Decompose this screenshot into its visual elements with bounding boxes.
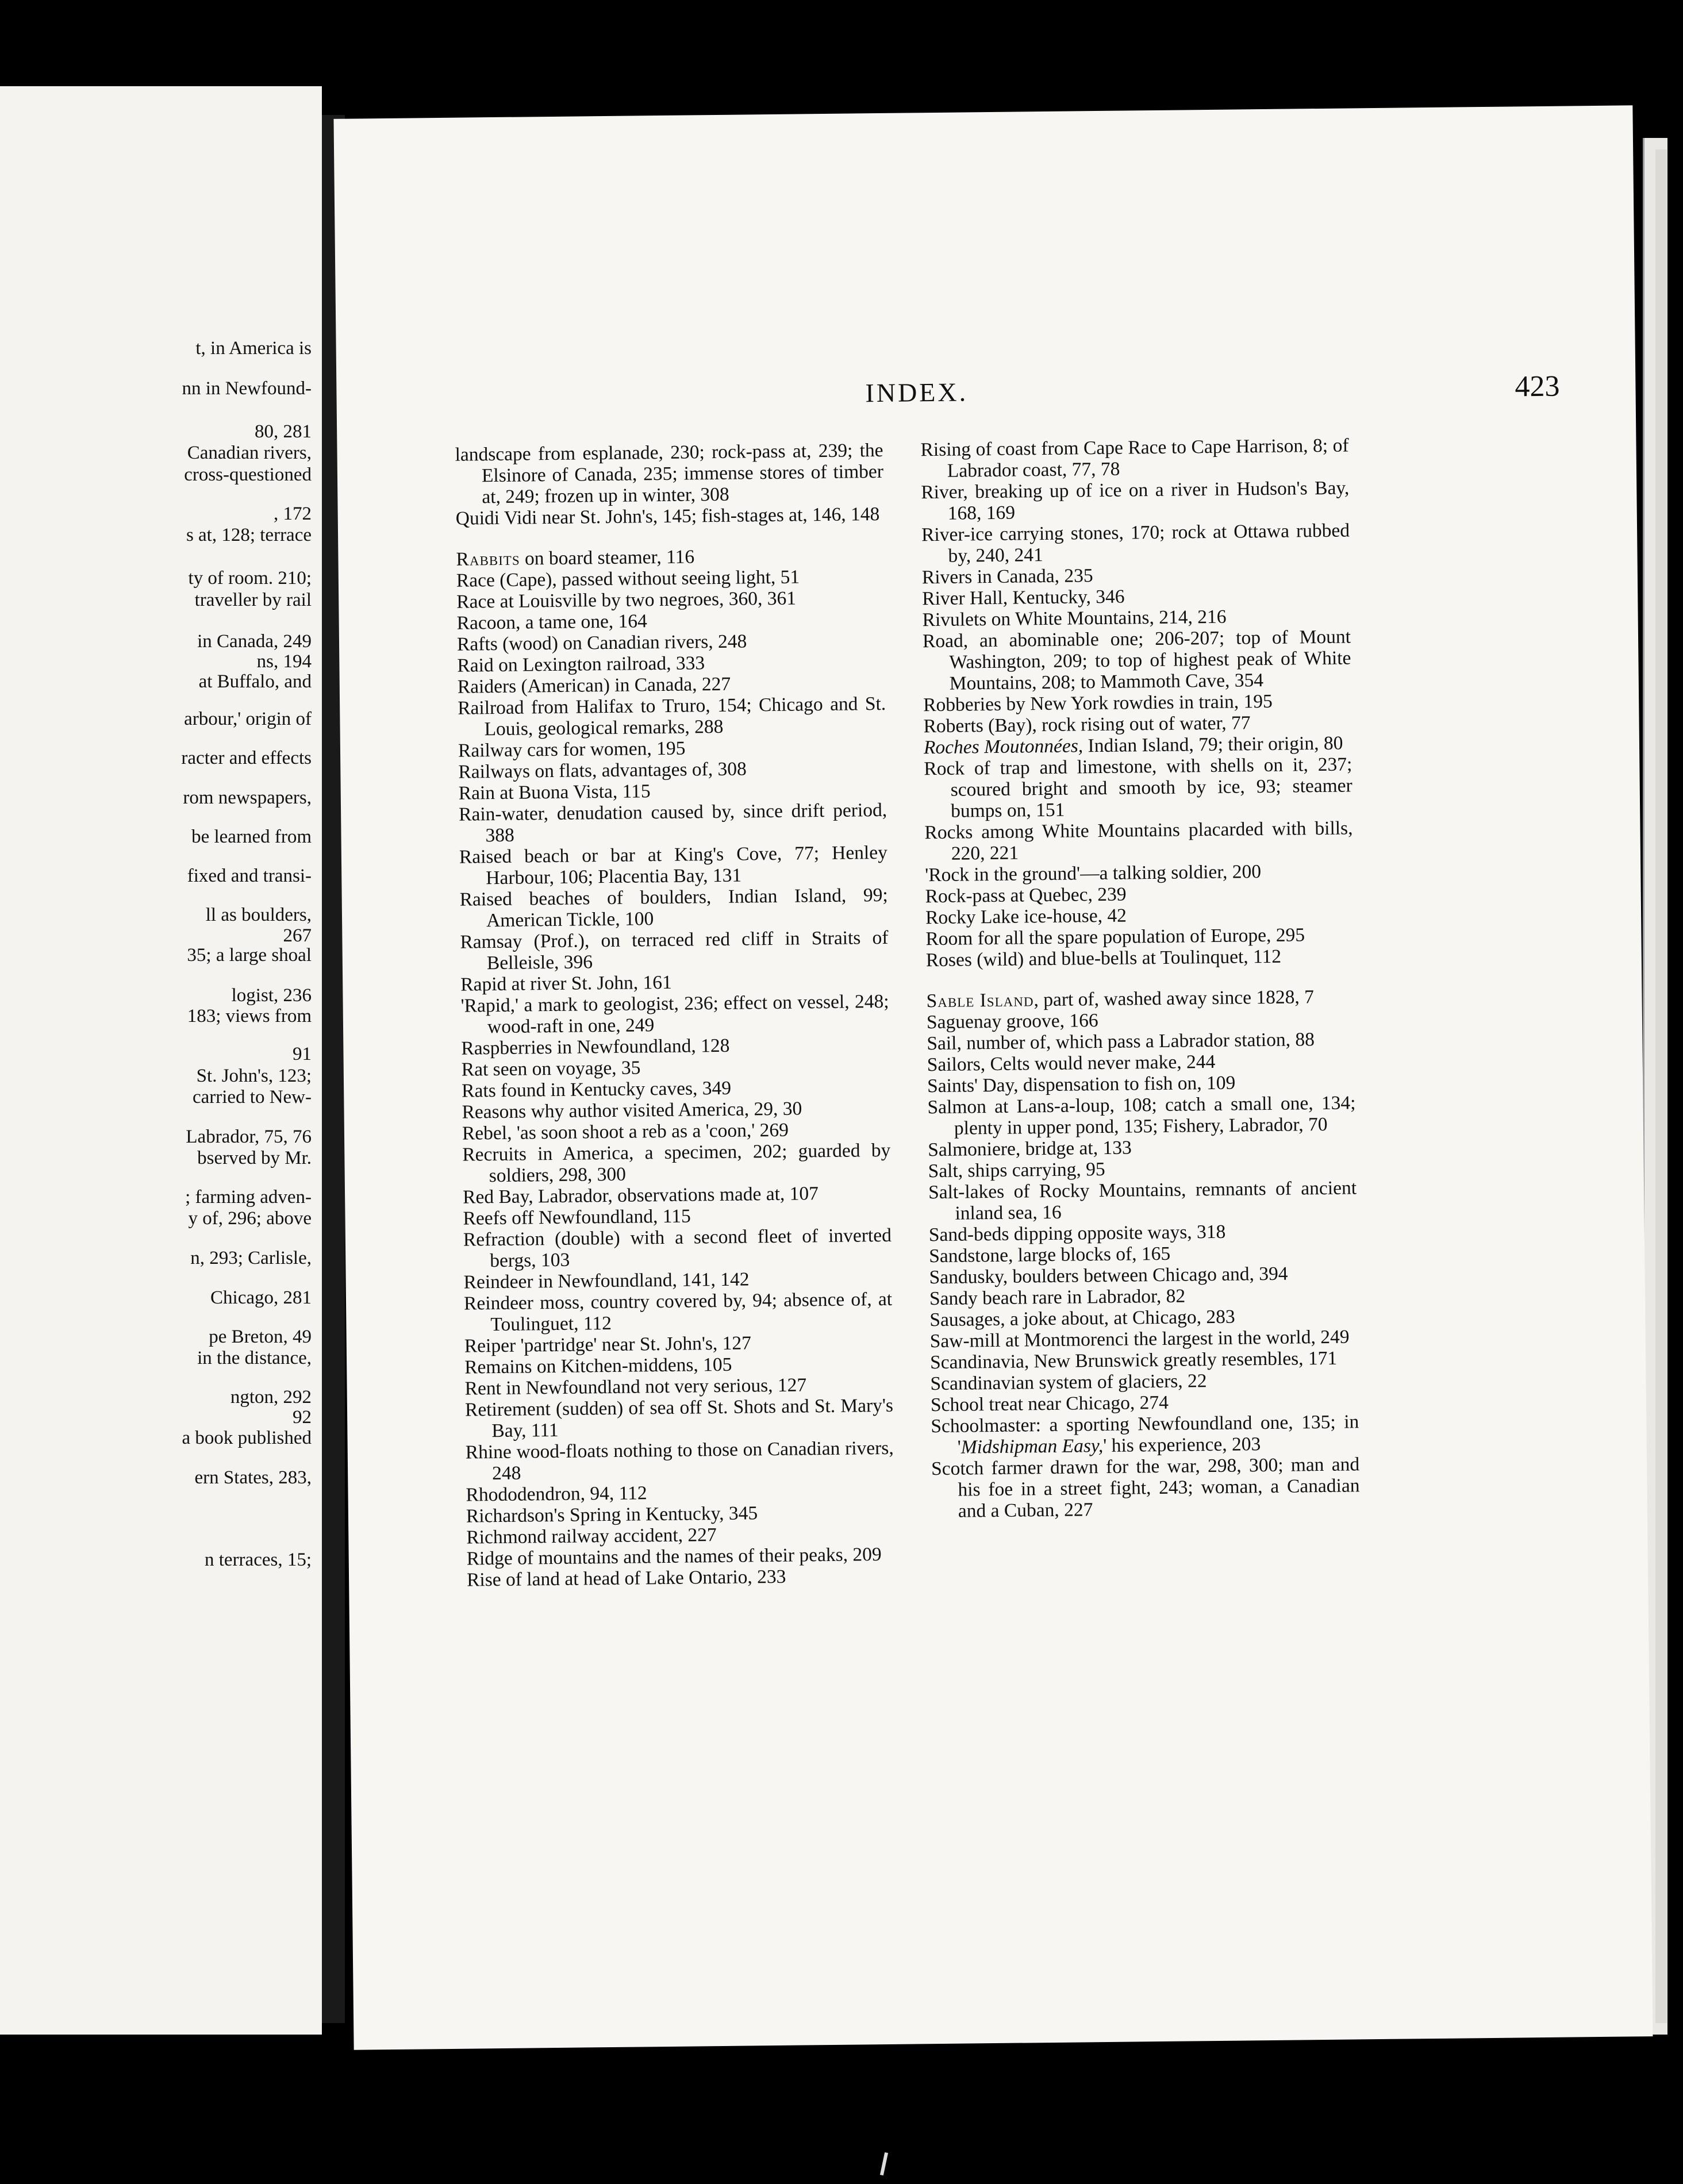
index-entry bbox=[926, 986, 1354, 1012]
index-entry bbox=[921, 520, 1350, 567]
entry-text: Sausages, a joke about, at Chicago, 283 bbox=[929, 1306, 1235, 1331]
index-entry bbox=[460, 927, 889, 974]
entry-text: Raspberries in Newfoundland, 128 bbox=[461, 1035, 730, 1059]
left-page-line: 183; views from bbox=[187, 1006, 312, 1026]
entry-text: Robberies by New York rowdies in train, 195 bbox=[923, 690, 1273, 716]
index-entry bbox=[456, 503, 884, 529]
entry-text: Red Bay, Labrador, observations made at, 107 bbox=[462, 1183, 819, 1208]
entry-text: Richardson's Spring in Kentucky, 345 bbox=[466, 1502, 758, 1527]
entry-text: Rocks among White Mountains placarded with bills, 220, 221 bbox=[924, 817, 1353, 864]
entry-text: Race (Cape), passed without seeing light, 51 bbox=[456, 566, 800, 591]
entry-text: Railways on flats, advantages of, 308 bbox=[458, 758, 747, 783]
entry-text: Railroad from Halifax to Truro, 154; Chicago and St. Louis, geological remarks, 288 bbox=[458, 693, 886, 740]
entry-text: Scotch farmer drawn for the war, 298, 300; man and his foe in a street fight, 243; woman, a Canadian and a Cuban, 227 bbox=[931, 1454, 1360, 1522]
running-title: INDEX. bbox=[865, 377, 969, 408]
entry-text: Rhododendron, 94, 112 bbox=[466, 1482, 647, 1506]
left-page-line: y of, 296; above bbox=[188, 1208, 312, 1229]
index-entry bbox=[927, 1092, 1356, 1139]
entry-text: River Hall, Kentucky, 346 bbox=[922, 586, 1125, 610]
entry-text: Reasons why author visited America, 29, 30 bbox=[462, 1098, 802, 1123]
left-page-line: n terraces, 15; bbox=[205, 1549, 312, 1570]
index-entry bbox=[465, 1395, 894, 1442]
left-page-line: 267 bbox=[283, 925, 312, 946]
index-entry bbox=[931, 1454, 1360, 1522]
entry-text: Remains on Kitchen-middens, 105 bbox=[464, 1354, 732, 1378]
entry-text: Room for all the spare population of Europe, 295 bbox=[925, 924, 1305, 950]
entry-text: Salt-lakes of Rocky Mountains, remnants of ancient inland sea, 16 bbox=[928, 1177, 1357, 1224]
entry-text: Sandstone, large blocks of, 165 bbox=[929, 1243, 1171, 1267]
entry-text: Sailors, Celts would never make, 244 bbox=[927, 1051, 1216, 1076]
entry-lead: Sable Island bbox=[926, 989, 1034, 1012]
entry-text: 'Rock in the ground'—a talking soldier, 200 bbox=[925, 861, 1262, 886]
entry-text: Indian Island, 79; their origin, 80 bbox=[1083, 732, 1343, 757]
entry-text: Sandy beach rare in Labrador, 82 bbox=[929, 1285, 1186, 1310]
entry-lead: Rabbits bbox=[456, 548, 520, 570]
entry-text: Rock of trap and limestone, with shells on it, 237; scoured bright and smooth by ice, 93; steamer bumps on, 151 bbox=[924, 753, 1352, 822]
index-entry bbox=[466, 1437, 894, 1485]
left-page-line: ; farming adven- bbox=[185, 1187, 312, 1208]
index-entry bbox=[460, 885, 889, 932]
entry-text: Sand-beds dipping opposite ways, 318 bbox=[928, 1221, 1226, 1246]
entry-text: Reindeer moss, country covered by, 94; absence of, at Toulinguet, 112 bbox=[463, 1288, 893, 1336]
left-page-line: a book published bbox=[182, 1428, 312, 1448]
left-page-line: carried to New- bbox=[192, 1087, 312, 1108]
index-entry bbox=[467, 1544, 895, 1570]
entry-text: Retirement (sudden) of sea off St. Shots and St. Mary's Bay, 111 bbox=[464, 1394, 894, 1442]
left-page-line: 92 bbox=[293, 1407, 312, 1428]
left-page bbox=[0, 86, 322, 2035]
left-page-line: 80, 281 bbox=[255, 421, 312, 442]
entry-text: on board steamer, 116 bbox=[520, 546, 695, 570]
left-page-line: ern States, 283, bbox=[194, 1467, 312, 1488]
left-page-line: t, in America is bbox=[195, 338, 312, 359]
entry-text: School treat near Chicago, 274 bbox=[930, 1391, 1169, 1416]
entry-text: Rent in Newfoundland not very serious, 127 bbox=[464, 1374, 807, 1399]
index-entry bbox=[925, 924, 1354, 949]
page-number: 423 bbox=[1515, 370, 1560, 403]
entry-text: Recruits in America, a specimen, 202; guarded by soldiers, 298, 300 bbox=[462, 1139, 891, 1187]
entry-text: Rain at Buona Vista, 115 bbox=[458, 780, 651, 804]
index-entry bbox=[467, 1565, 895, 1591]
entry-text: Scandinavia, New Brunswick greatly resembles, 171 bbox=[929, 1347, 1338, 1374]
left-page-line: 35; a large shoal bbox=[187, 945, 312, 966]
entry-text: Rain-water, denudation caused by, since drift period, 388 bbox=[458, 799, 887, 847]
entry-text: Raised beaches of boulders, Indian Island, 99; American Tickle, 100 bbox=[459, 884, 888, 932]
index-entry bbox=[464, 1289, 893, 1336]
left-page-line: pe Breton, 49 bbox=[209, 1326, 312, 1347]
entry-text: River-ice carrying stones, 170; rock at Ottawa rubbed by, 240, 241 bbox=[921, 520, 1350, 567]
entry-text: landscape from esplanade, 230; rock-pass at, 239; the Elsinore of Canada, 235; immense stores of timber at, 249; frozen up in winter, 308 bbox=[455, 439, 884, 508]
entry-text: Scandinavian system of glaciers, 22 bbox=[930, 1370, 1207, 1395]
left-page-line: logist, 236 bbox=[231, 985, 312, 1006]
left-page-line: be learned from bbox=[191, 826, 312, 847]
left-page-line: n, 293; Carlisle, bbox=[190, 1248, 312, 1268]
entry-text: River, breaking up of ice on a river in Hudson's Bay, 168, 169 bbox=[921, 477, 1350, 524]
left-page-line: , 172 bbox=[274, 503, 312, 524]
entry-text: Roses (wild) and blue-bells at Toulinquet, 112 bbox=[925, 945, 1282, 971]
entry-italic: Roches Moutonnées, bbox=[923, 735, 1083, 759]
entry-text: Sail, number of, which pass a Labrador station, 88 bbox=[927, 1029, 1315, 1055]
entry-text: Roberts (Bay), rock rising out of water, 77 bbox=[923, 712, 1251, 737]
entry-text: Ridge of mountains and the names of their peaks, 209 bbox=[466, 1544, 882, 1570]
index-entry bbox=[930, 1347, 1358, 1373]
entry-text: Reiper 'partridge' near St. John's, 127 bbox=[464, 1332, 752, 1357]
entry-text: Saints' Day, dispensation to fish on, 109 bbox=[927, 1072, 1236, 1097]
entry-text: Salmon at Lans-a-loup, 108; catch a small one, 134; plenty in upper pond, 135; Fishery, Labrador, 70 bbox=[927, 1092, 1356, 1139]
entry-text: 'Rapid,' a mark to geologist, 236; effect on vessel, 248; wood-raft in one, 249 bbox=[460, 990, 889, 1038]
left-page-line: rom newspapers, bbox=[183, 787, 312, 808]
index-entry bbox=[921, 477, 1350, 524]
index-entry bbox=[924, 817, 1353, 864]
index-entry bbox=[462, 1140, 891, 1187]
left-page-line: 91 bbox=[293, 1044, 312, 1064]
entry-text: Sandusky, boulders between Chicago and, 394 bbox=[929, 1263, 1288, 1289]
left-page-line: cross-questioned bbox=[184, 464, 312, 485]
left-page-line: arbour,' origin of bbox=[184, 709, 312, 729]
entry-text: Rapid at river St. John, 161 bbox=[460, 971, 672, 995]
index-entry bbox=[928, 1177, 1357, 1224]
index-entry bbox=[923, 626, 1351, 694]
entry-text: Salmoniere, bridge at, 133 bbox=[928, 1137, 1132, 1161]
entry-text: Rats found in Kentucky caves, 349 bbox=[461, 1077, 732, 1102]
left-page-line: Chicago, 281 bbox=[210, 1287, 312, 1308]
entry-text: Rat seen on voyage, 35 bbox=[461, 1057, 641, 1081]
entry-text: Raiders (American) in Canada, 227 bbox=[457, 673, 731, 698]
entry-text: Rock-pass at Quebec, 239 bbox=[925, 883, 1127, 908]
left-page-line: in the distance, bbox=[197, 1348, 312, 1368]
entry-text: Saw-mill at Montmorenci the largest in the world, 249 bbox=[929, 1326, 1350, 1352]
left-page-line: Labrador, 75, 76 bbox=[186, 1126, 312, 1147]
left-page-line: in Canada, 249 bbox=[197, 631, 312, 652]
left-page-line: St. John's, 123; bbox=[196, 1066, 312, 1086]
entry-text: Refraction (double) with a second fleet of inverted bergs, 103 bbox=[463, 1224, 892, 1272]
entry-text: Reefs off Newfoundland, 115 bbox=[463, 1205, 691, 1229]
index-entry bbox=[455, 440, 883, 508]
entry-text: Racoon, a tame one, 164 bbox=[456, 610, 648, 634]
entry-text: Raised beach or bar at King's Cove, 77; Henley Harbour, 106; Placentia Bay, 131 bbox=[459, 841, 888, 889]
left-page-line: ll as boulders, bbox=[205, 905, 312, 925]
left-page-line: s at, 128; terrace bbox=[186, 525, 312, 545]
index-entry bbox=[458, 693, 886, 740]
index-entry bbox=[463, 1225, 892, 1272]
left-page-line: bserved by Mr. bbox=[197, 1148, 312, 1168]
index-page bbox=[333, 105, 1653, 2050]
index-entry bbox=[924, 753, 1352, 822]
left-page-line: ns, 194 bbox=[256, 651, 312, 672]
left-page-line: traveller by rail bbox=[194, 590, 312, 610]
entry-text: Salt, ships carrying, 95 bbox=[928, 1158, 1105, 1182]
entry-text: ' his experience, 203 bbox=[1103, 1433, 1261, 1457]
entry-text: Rivulets on White Mountains, 214, 216 bbox=[922, 606, 1227, 631]
index-column-left bbox=[455, 440, 895, 1591]
index-column-right bbox=[920, 435, 1360, 1522]
entry-text: Rhine wood-floats nothing to those on Canadian rivers, 248 bbox=[465, 1437, 894, 1485]
entry-text: Railway cars for women, 195 bbox=[458, 737, 686, 762]
left-page-line: ngton, 292 bbox=[230, 1387, 312, 1408]
index-entry bbox=[920, 435, 1349, 482]
entry-text: Rebel, 'as soon shoot a reb as a 'coon,' 269 bbox=[462, 1119, 789, 1144]
entry-text: , part of, washed away since 1828, 7 bbox=[1033, 986, 1315, 1011]
index-entry bbox=[931, 1411, 1359, 1458]
page-header bbox=[336, 370, 1636, 418]
index-entry bbox=[927, 1028, 1355, 1054]
entry-text: Rocky Lake ice-house, 42 bbox=[925, 905, 1127, 929]
entry-text: Raid on Lexington railroad, 333 bbox=[457, 652, 705, 676]
scan-mark bbox=[880, 2152, 888, 2175]
entry-text: Rivers in Canada, 235 bbox=[921, 565, 1093, 589]
entry-text: Road, an abominable one; 206-207; top of Mount Washington, 209; to top of highest peak of White Mountains, 208; to Mammoth Cave, 354 bbox=[922, 626, 1351, 694]
left-page-line: fixed and transi- bbox=[187, 866, 312, 886]
left-page-line: Canadian rivers, bbox=[187, 443, 312, 463]
left-page-line: ty of room. 210; bbox=[188, 568, 312, 589]
entry-italic: Midshipman Easy, bbox=[960, 1435, 1104, 1458]
index-entry bbox=[459, 842, 888, 889]
left-page-line: at Buffalo, and bbox=[198, 671, 312, 692]
left-page-line: racter and effects bbox=[181, 748, 312, 768]
index-entry bbox=[459, 799, 887, 847]
entry-text: Rafts (wood) on Canadian rivers, 248 bbox=[456, 630, 747, 655]
index-entry bbox=[926, 945, 1354, 971]
entry-text: Rise of land at head of Lake Ontario, 233 bbox=[466, 1566, 786, 1591]
entry-text: Ramsay (Prof.), on terraced red cliff in Straits of Belleisle, 396 bbox=[460, 926, 889, 974]
entry-text: Saguenay groove, 166 bbox=[926, 1010, 1098, 1033]
entry-text: Reindeer in Newfoundland, 141, 142 bbox=[463, 1268, 750, 1293]
index-entry bbox=[460, 991, 889, 1038]
left-page-line: nn in Newfound- bbox=[182, 378, 312, 399]
entry-text: Richmond railway accident, 227 bbox=[466, 1524, 717, 1548]
entry-text: Rising of coast from Cape Race to Cape Harrison, 8; of Labrador coast, 77, 78 bbox=[920, 435, 1349, 482]
entry-text: Quidi Vidi near St. John's, 145; fish-stages at, 146, 148 bbox=[455, 503, 880, 529]
entry-text: Schoolmaster: a sporting Newfoundland one, 135; in ' bbox=[931, 1411, 1359, 1458]
page-edge-shadow bbox=[1655, 149, 1667, 2023]
entry-text: Race at Louisville by two negroes, 360, 361 bbox=[456, 587, 797, 613]
